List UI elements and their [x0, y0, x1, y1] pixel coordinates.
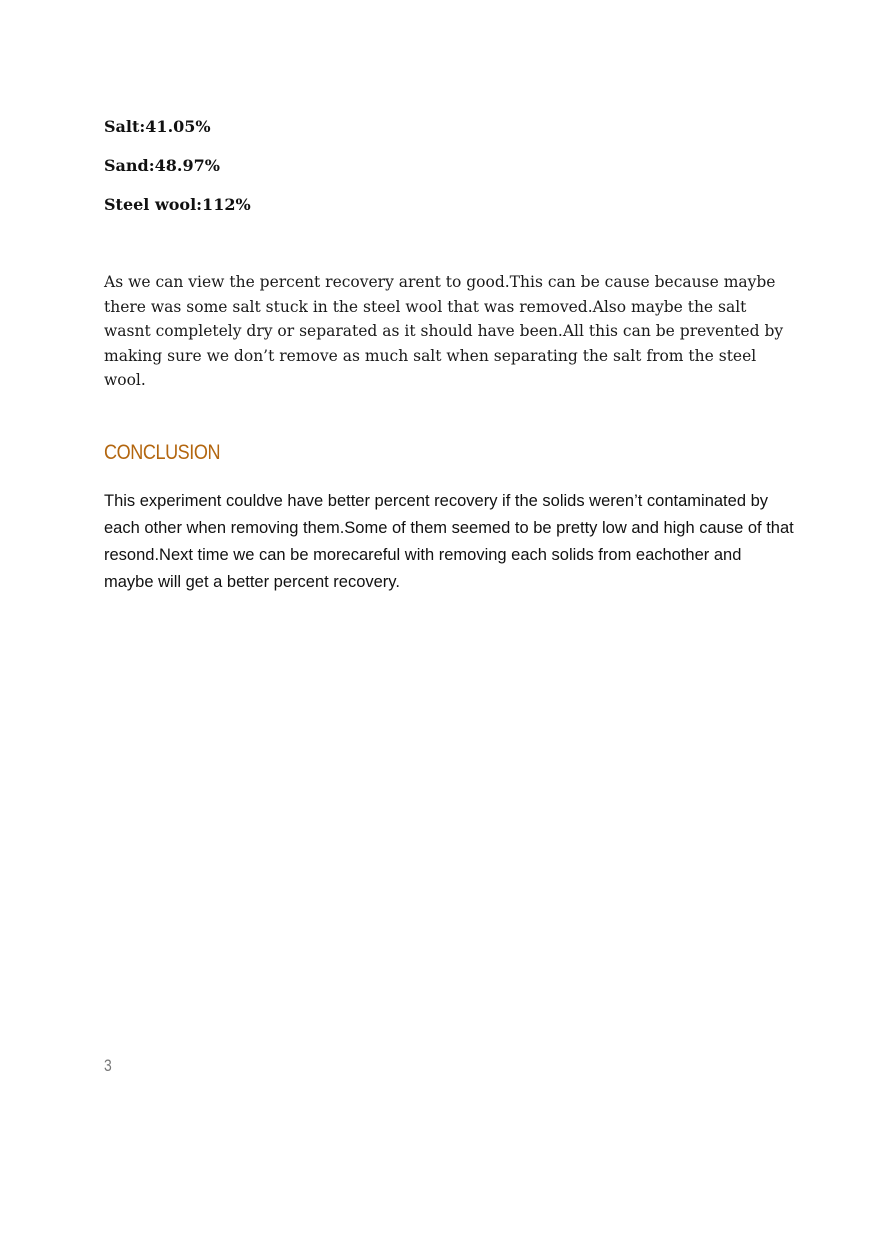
conclusion-paragraph: This experiment couldve have better percent recovery if the solids weren’t contaminated by each other when removing them.Some of them seemed to be pretty low and high cause of that resond.Next time we can be morecareful with removing each solids from eachother and maybe will get a better percent recovery. [104, 492, 794, 591]
page-number: 3 [104, 1056, 112, 1075]
percent-recovery-results [104, 116, 251, 233]
result-salt: Salt:41.05% [104, 117, 211, 136]
discussion-paragraph: As we can view the percent recovery arent to good.This can be cause because maybe there was some salt stuck in the steel wool that was removed.Also maybe the salt wasnt completely dry or separated as it should have been.All this can be prevented by making sure we don’t remove as much salt when separating the salt from the steel wool. [104, 273, 784, 389]
conclusion-heading: CONCLUSION [104, 441, 221, 464]
result-sand: Sand:48.97% [104, 156, 220, 175]
result-steel-wool: Steel wool:112% [104, 195, 251, 214]
